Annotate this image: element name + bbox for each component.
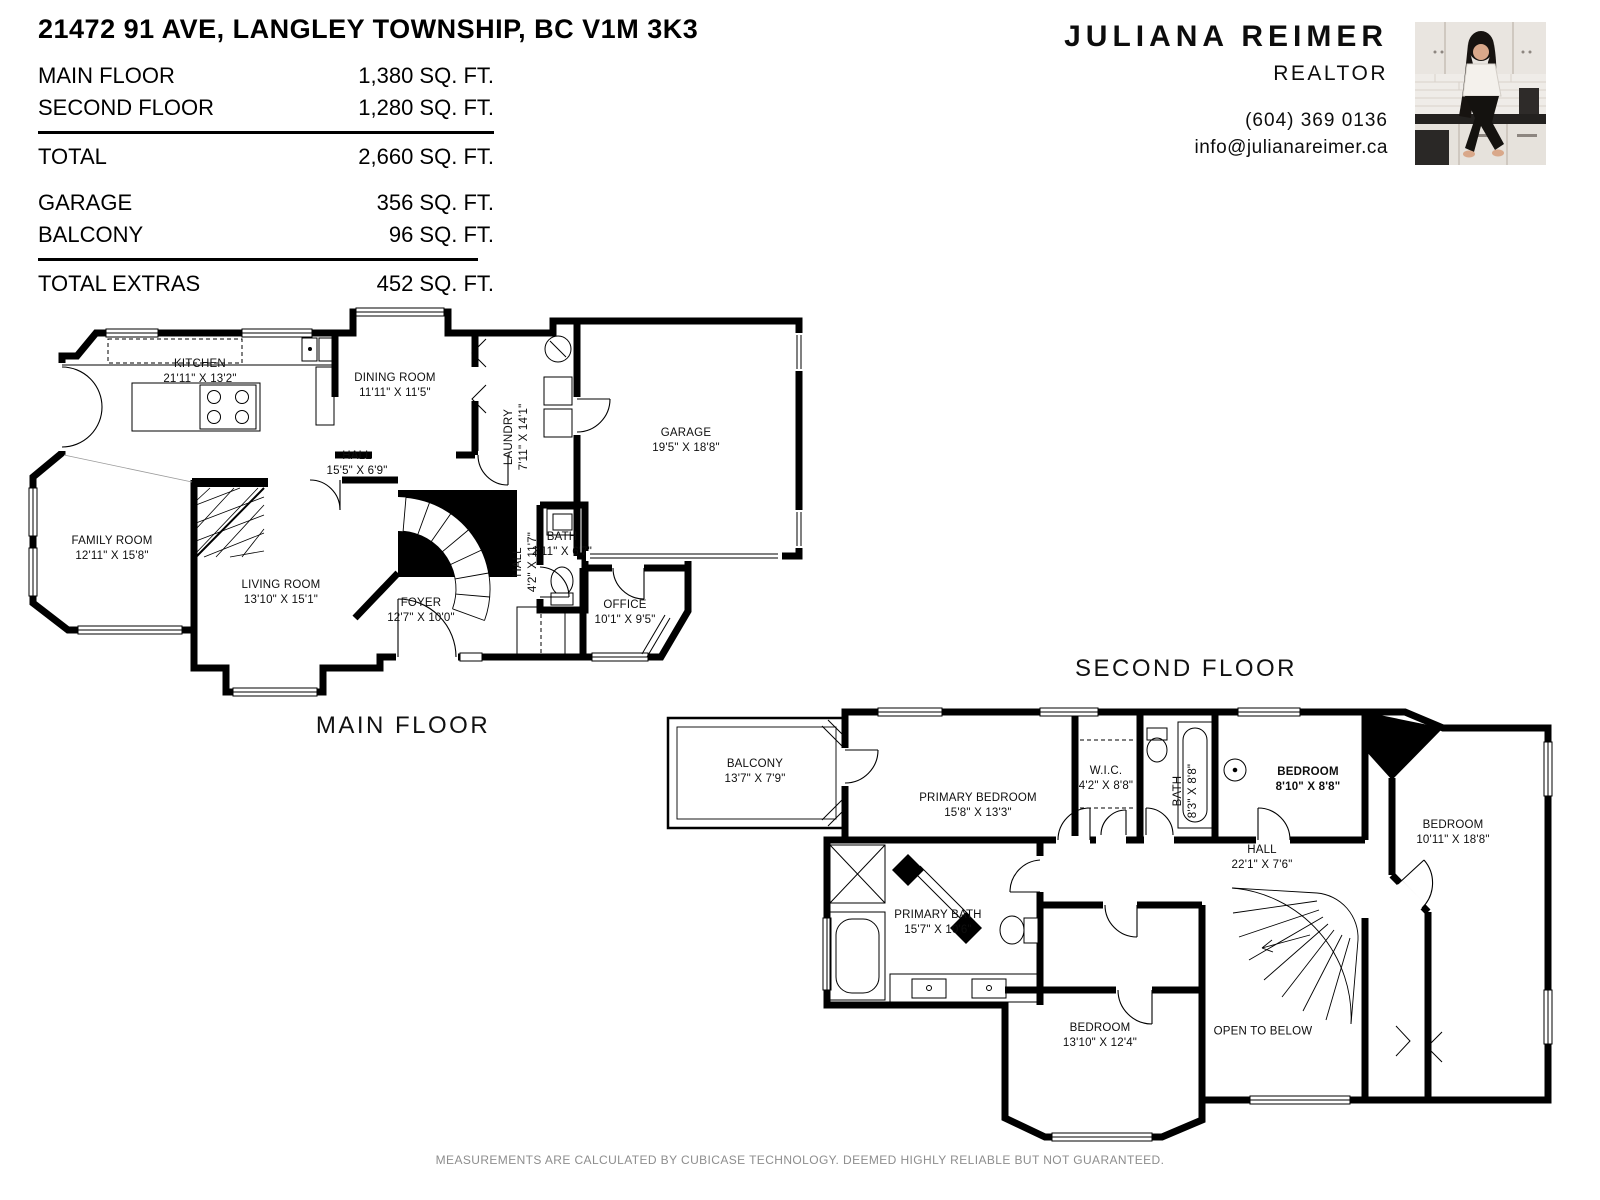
table-row xyxy=(38,268,494,300)
agent-name: JULIANA REIMER xyxy=(1064,20,1388,53)
row-label: GARAGE xyxy=(38,190,133,215)
agent-photo xyxy=(1415,22,1546,165)
room-label-balcony: BALCONY 13'7" X 7'9" xyxy=(724,757,786,785)
area-table xyxy=(38,60,494,300)
table-row xyxy=(38,141,494,173)
agent-photo-illustration xyxy=(1415,22,1546,165)
room-label-primary-bedroom: PRIMARY BEDROOM 15'8" X 13'3" xyxy=(919,791,1037,819)
room-label-hall-second: HALL 22'1" X 7'6" xyxy=(1231,843,1293,871)
disclaimer-text: MEASUREMENTS ARE CALCULATED BY CUBICASE TECHNOLOGY. DEEMED HIGHLY RELIABLE BUT NOT GUARANTEED. xyxy=(435,1153,1165,1167)
row-value: 1,280 SQ. FT. xyxy=(358,95,494,120)
room-label-family-room: FAMILY ROOM 12'11" X 15'8" xyxy=(71,534,153,562)
row-value: 2,660 SQ. FT. xyxy=(358,144,494,169)
row-label: MAIN FLOOR xyxy=(38,63,175,88)
row-label: TOTAL EXTRAS xyxy=(38,271,201,296)
room-label-garage: GARAGE 19'5" X 18'8" xyxy=(652,426,720,454)
table-divider xyxy=(38,258,478,261)
row-value: 96 SQ. FT. xyxy=(388,222,494,247)
table-row xyxy=(38,187,494,219)
room-label-primary-bath: PRIMARY BATH 15'7" X 10'6" xyxy=(894,908,982,936)
table-row xyxy=(38,219,494,251)
row-label: BALCONY xyxy=(38,222,144,247)
page-title: 21472 91 AVE, LANGLEY TOWNSHIP, BC V1M 3K3 xyxy=(38,14,699,44)
room-label-kitchen: KITCHEN 21'11" X 13'2" xyxy=(163,357,237,385)
row-value: 1,380 SQ. FT. xyxy=(358,63,494,88)
room-label-bath-main: BATH 2'11" X 6'7" xyxy=(531,530,593,558)
room-label-hall-main: HALL 15'5" X 6'9" xyxy=(326,449,388,477)
room-label-open-to-below: OPEN TO BELOW xyxy=(1213,1025,1313,1038)
table-divider xyxy=(38,131,494,134)
room-label-living-room: LIVING ROOM 13'10" X 15'1" xyxy=(241,578,321,606)
agent-email: info@julianareimer.ca xyxy=(1194,137,1388,158)
room-label-wic: W.I.C. 4'2" X 8'8" xyxy=(1078,764,1134,792)
room-label-office: OFFICE 10'1" X 9'5" xyxy=(594,598,656,626)
row-label: SECOND FLOOR xyxy=(38,95,215,120)
agent-title: REALTOR xyxy=(1273,62,1388,85)
room-label-bedroom-b: BEDROOM 10'11" X 18'8" xyxy=(1416,818,1490,846)
room-label-foyer: FOYER 12'7" X 10'0" xyxy=(387,596,455,624)
agent-phone: (604) 369 0136 xyxy=(1245,110,1388,131)
room-label-hall-small: HALL 4'2" X 11'7" xyxy=(511,531,539,593)
room-label-bath-second: BATH 8'3" X 8'8" xyxy=(1171,763,1199,819)
room-label-bedroom-c: BEDROOM 13'10" X 12'4" xyxy=(1062,1021,1138,1049)
table-row xyxy=(38,60,494,92)
table-row xyxy=(38,92,494,124)
row-label: TOTAL xyxy=(38,144,107,169)
main-floor-caption: MAIN FLOOR xyxy=(315,712,491,739)
room-label-laundry: LAUNDRY 7'11" X 14'1" xyxy=(502,403,530,471)
room-label-dining-room: DINING ROOM 11'11" X 11'5" xyxy=(354,371,436,399)
row-value: 356 SQ. FT. xyxy=(376,190,494,215)
room-label-bedroom-a: BEDROOM 8'10" X 8'8" xyxy=(1275,765,1341,793)
row-value: 452 SQ. FT. xyxy=(376,271,494,296)
second-floor-caption: SECOND FLOOR xyxy=(1074,655,1298,682)
agent-contact-block xyxy=(1064,20,1388,159)
